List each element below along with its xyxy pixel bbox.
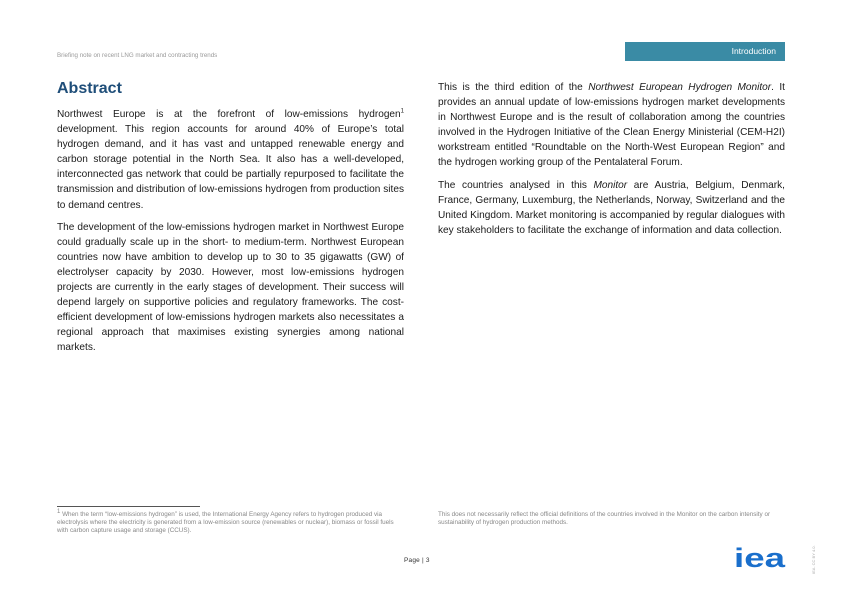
- paragraph-1-text: Northwest Europe is at the forefront of low-emissions hydrogen: [57, 109, 401, 120]
- paragraph-3-text: This is the third edition of the: [438, 82, 589, 93]
- license-text: IEA. CC BY 4.0.: [811, 545, 816, 574]
- footnote-left: [57, 508, 404, 535]
- abstract-title: Abstract: [57, 80, 122, 97]
- section-tab: Introduction: [625, 42, 785, 61]
- iea-logo-text: iea: [734, 546, 786, 570]
- right-column: [438, 80, 785, 245]
- paragraph-4: [438, 178, 785, 238]
- monitor-word: Monitor: [593, 179, 628, 191]
- running-title: Briefing note on recent LNG market and contracting trends: [57, 52, 218, 59]
- footnote-marker: 1: [57, 508, 61, 515]
- paragraph-1: [57, 107, 404, 213]
- footnote-divider: [57, 506, 200, 507]
- page-number: Page | 3: [404, 557, 430, 564]
- footnote-left-text: When the term “low-emissions hydrogen” is used, the International Energy Agency refers to hydrogen produced via electrolysis where the electricity is generated from a low-emission source (renewables or nuclear), biomass or fossil fuels with carbon capture usage and storage (CCUS).: [57, 511, 394, 535]
- paragraph-1-text-cont: development. This region accounts for around 40% of Europe’s total hydrogen demand, and it has vast and untapped renewable energy and carbon storage potential in the North Sea. It also has a well-developed, interconnected gas network that could be partially repurposed to facilitate the transmission and distribution of low-emissions hydrogen from production sites to demand centres.: [57, 124, 404, 211]
- iea-logo: [734, 546, 786, 570]
- paragraph-3: [438, 80, 785, 171]
- footnote-reference[interactable]: 1: [400, 108, 404, 115]
- footnote-right: This does not necessarily reflect the official definitions of the countries involved in the Monitor on the carbon intensity or sustainability of hydrogen production methods.: [438, 511, 771, 527]
- paragraph-2: The development of the low-emissions hydrogen market in Northwest Europe could gradually scale up in the short- to medium-term. Northwest European countries now have ambition to develop up to 30 to 35 gigawatts (GW) of electrolyser capacity by 2030. However, most low-emissions hydrogen projects are currently in the early stages of development. Their success will depend largely on supportive policies and regulatory frameworks. The cost-efficient development of low-emissions hydrogen markets also necessitates a regional approach that maximises existing synergies among national markets.: [57, 221, 404, 354]
- paragraph-4-text: The countries analysed in this: [438, 179, 594, 191]
- paragraph-4-text-cont: are Austria, Belgium, Denmark, France, Germany, Luxemburg, the Netherlands, Norway, Switzerland and the United Kingdom. Market monitoring is accompanied by regular dialogues with key stakeholders to facilitate the exchange of information and data collection.: [438, 179, 785, 236]
- paragraph-3-text-cont: . It provides an annual update of low-emissions hydrogen market developments in Northwest Europe and is the result of collaboration among the countries involved in the Hydrogen Initiative of the Clean Energy Ministerial (CEM-H2I) workstream entitled “Roundtable on the North-West European Region” and the hydrogen working group of the Pentalateral Forum.: [438, 82, 785, 169]
- left-column: [57, 80, 404, 363]
- monitor-title: Northwest European Hydrogen Monitor: [588, 82, 772, 93]
